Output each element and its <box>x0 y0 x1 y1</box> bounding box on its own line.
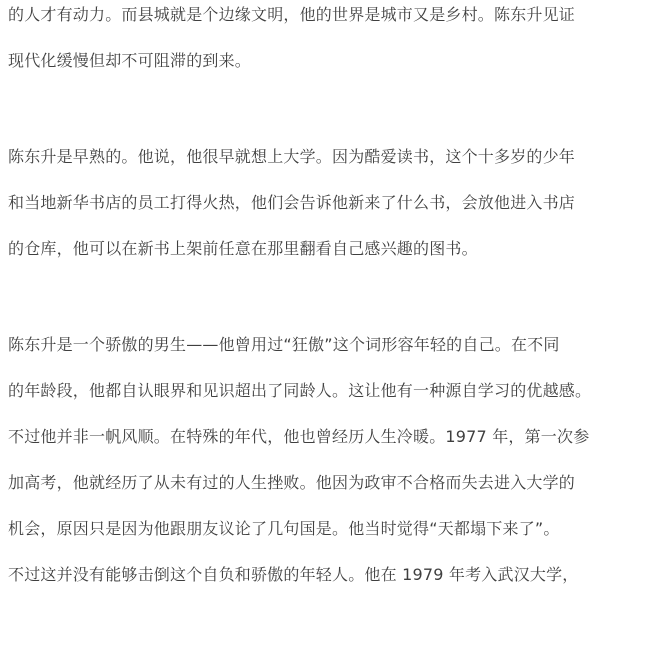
text-line: 和当地新华书店的员工打得火热，他们会告诉他新来了什么书，会放他进入书店 <box>8 193 576 212</box>
paragraph-3 <box>8 322 638 598</box>
text-line: 陈东升是早熟的。他说，他很早就想上大学。因为酷爱读书，这个十多岁的少年 <box>8 147 576 166</box>
paragraph-spacer <box>8 272 638 322</box>
text-line: 的仓库，他可以在新书上架前任意在那里翻看自己感兴趣的图书。 <box>8 239 478 258</box>
text-line: 加高考，他就经历了从未有过的人生挫败。他因为政审不合格而失去进入大学的 <box>8 473 576 492</box>
text-line: 不过他并非一帆风顺。在特殊的年代，他也曾经历人生冷暖。1977 年，第一次参 <box>8 427 590 446</box>
text-line: 机会，原因只是因为他跟朋友议论了几句国是。他当时觉得“天都塌下来了”。 <box>8 519 560 538</box>
paragraph-1 <box>8 0 638 84</box>
text-line: 的人才有动力。而县城就是个边缘文明，他的世界是城市又是乡村。陈东升见证 <box>8 5 576 24</box>
text-line: 不过这并没有能够击倒这个自负和骄傲的年轻人。他在 1979 年考入武汉大学， <box>8 565 579 584</box>
paragraph-spacer <box>8 84 638 134</box>
text-line: 的年龄段，他都自认眼界和见识超出了同龄人。这让他有一种源自学习的优越感。 <box>8 381 592 400</box>
text-line: 现代化缓慢但却不可阻滞的到来。 <box>8 51 252 70</box>
article-body <box>8 0 638 598</box>
paragraph-2 <box>8 134 638 272</box>
text-line: 陈东升是一个骄傲的男生——他曾用过“狂傲”这个词形容年轻的自己。在不同 <box>8 335 560 354</box>
